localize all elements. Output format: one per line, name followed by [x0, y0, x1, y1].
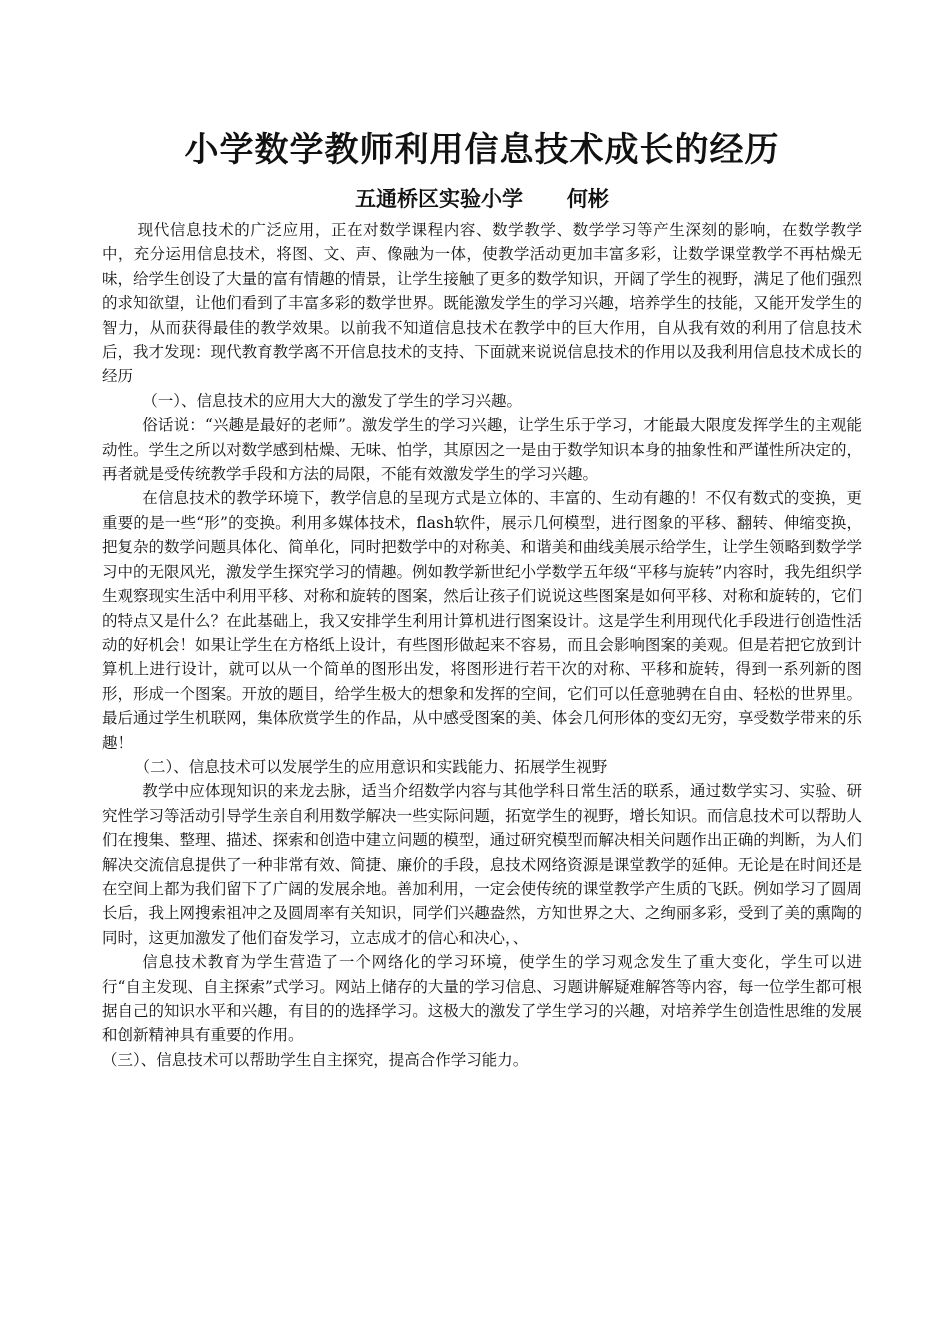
paragraph-intro: 现代信息技术的广泛应用，正在对数学课程内容、数学教学、数学学习等产生深刻的影响，在数学教学中，充分运用信息技术，将图、文、声、像融为一体，使教学活动更加丰富多彩，让数学课堂教学不再枯燥无味，给学生创设了大量的富有情趣的情景，让学生接触了更多的数学知识，开阔了学生的视野，满足了他们强烈的求知欲望，让他们看到了丰富多彩的数学世界。既能激发学生的学习兴趣，培养学生的技能，又能开发学生的智力，从而获得最佳的教学效果。以前我不知道信息技术在教学中的巨大作用，自从我有效的利用了信息技术后，我才发现：现代教育教学离不开信息技术的支持、下面就来说说信息技术的作用以及我利用信息技术成长的经历: [102, 221, 862, 386]
section-heading-1: （一）、信息技术的应用大大的激发了学生的学习兴趣。: [142, 391, 523, 410]
section-heading-3: （三）、信息技术可以帮助学生自主探究，提高合作学习能力。: [102, 1050, 529, 1069]
document-title: 小学数学教师利用信息技术成长的经历: [184, 130, 780, 170]
paragraph-multimedia: 在信息技术的教学环境下，教学信息的呈现方式是立体的、丰富的、生动有趣的！不仅有数式的变换，更重要的是一些“形”的变换。利用多媒体技术，flash软件，展示几何模型，进行图象的平移、翻转、伸缩变换，把复杂的数学问题具体化、简单化，同时把数学中的对称美、和谐美和曲线美展示给学生，让学生领略到数学学习中的无限风光，激发学生探究学习的情趣。例如教学新世纪小学数学五年级“平移与旋转”内容时，我先组织学生观察现实生活中利用平移、对称和旋转的图案，然后让孩子们说说这些图案是如何平移、对称和旋转的，它们的特点又是什么？在此基础上，我又安排学生利用计算机进行图案设计。这是学生利用现代化手段进行创造性活动的好机会！如果让学生在方格纸上设计，有些图形做起来不容易，而且会影响图案的美观。但是若把它放到计算机上进行设计，就可以从一个简单的图形出发，将图形进行若干次的对称、平移和旋转，得到一系列新的图形，形成一个图案。开放的题目，给学生极大的想象和发挥的空间，它们可以任意驰骋在自由、轻松的世界里。最后通过学生机联网，集体欣赏学生的作品，从中感受图案的美、体会几何形体的变幻无穷，享受数学带来的乐趣！: [102, 489, 862, 752]
section-heading-2: （二）、信息技术可以发展学生的应用意识和实践能力、拓展学生视野: [134, 757, 608, 776]
paragraph-network-learning: 信息技术教育为学生营造了一个网络化的学习环境，使学生的学习观念发生了重大变化，学生可以进行“自主发现、自主探索”式学习。网站上储存的大量的学习信息、习题讲解疑难解答等内容，每一位学生都可根据自己的知识水平和兴趣，有目的的选择学习。这极大的激发了学生学习的兴趣，对培养学生创造性思维的发展和创新精神具有重要的作用。: [102, 953, 862, 1045]
author-line: 五通桥区实验小学 何彬: [355, 187, 609, 211]
paragraph-application: 教学中应体现知识的来龙去脉，适当介绍数学内容与其他学科日常生活的联系，通过数学实习、实验、研究性学习等活动引导学生亲自利用数学解决一些实际问题，拓宽学生的视野，增长知识。而信息技术可以帮助人们在搜集、整理、描述、探索和创造中建立问题的模型，通过研究模型而解决相关问题作出正确的判断，为人们解决交流信息提供了一种非常有效、简捷、廉价的手段，息技术网络资源是课堂教学的延伸。无论是在时间还是在空间上都为我们留下了广阔的发展余地。善加利用，一定会使传统的课堂教学产生质的飞跃。例如学习了圆周长后，我上网搜索祖冲之及圆周率有关知识，同学们兴趣盎然，方知世界之大、之绚丽多彩，受到了美的熏陶的同时，这更加激发了他们奋发学习，立志成才的信心和决心，、: [102, 782, 862, 947]
paragraph-interest: 俗话说：“兴趣是最好的老师”。激发学生的学习兴趣，让学生乐于学习，才能最大限度发挥学生的主观能动性。学生之所以对数学感到枯燥、无味、怕学，其原因之一是由于数学知识本身的抽象性和严谨性所决定的，再者就是受传统教学手段和方法的局限，不能有效激发学生的学习兴趣。: [102, 416, 862, 484]
